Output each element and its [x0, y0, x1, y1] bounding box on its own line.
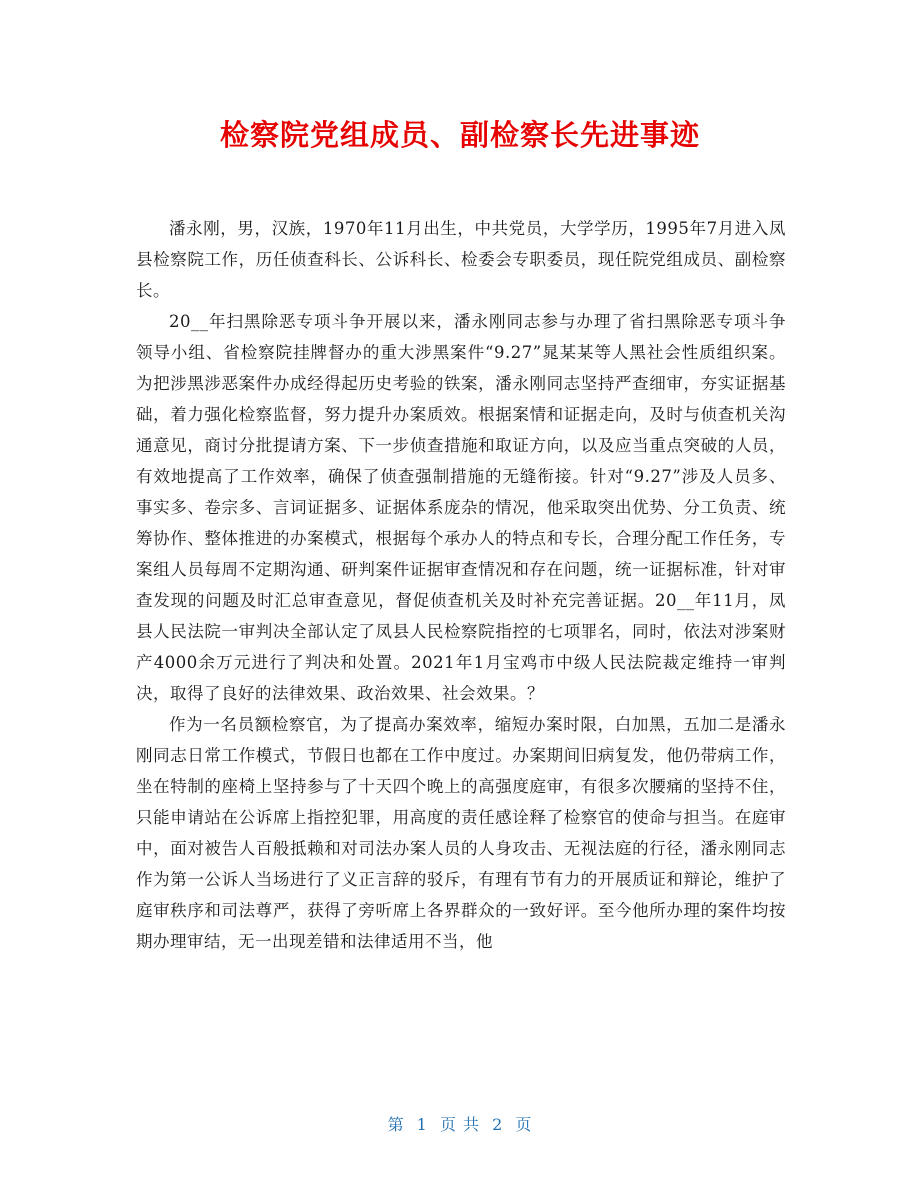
document-body — [136, 213, 786, 957]
paragraph-1: 潘永刚，男，汉族，1970年11月出生，中共党员，大学学历，1995年7月进入凤县检察院工作，历任侦查科长、公诉科长、检委会专职委员，现任院党组成员、副检察长。 — [136, 219, 786, 300]
footer-total-pages: 2 — [492, 1115, 504, 1134]
footer-label-end: 页 — [515, 1115, 533, 1134]
page-title: 检察院党组成员、副检察长先进事迹 — [219, 118, 700, 152]
paragraph-3: 作为一名员额检察官，为了提高办案效率，缩短办案时限，白加黑，五加二是潘永刚同志日常工作模式，节假日也都在工作中度过。办案期间旧病复发，他仍带病工作，坐在特制的座椅上坚持参与了十天四个晚上的高强度庭审，有很多次腰痛的坚持不住，只能申请站在公诉席上指控犯罪，用高度的责任感诠释了检察官的使命与担当。在庭审中，面对被告人百般抵赖和对司法办案人员的人身攻击、无视法庭的行径，潘永刚同志作为第一公诉人当场进行了义正言辞的驳斥，有理有节有力的开展质证和辩论，维护了庭审秩序和司法尊严，获得了旁听席上各界群众的一致好评。至今他所办理的案件均按期办理审结，无一出现差错和法律适用不当，他 — [136, 715, 786, 951]
page-footer — [0, 1112, 920, 1135]
paragraph-2: 20__年扫黑除恶专项斗争开展以来，潘永刚同志参与办理了省扫黑除恶专项斗争领导小组、省检察院挂牌督办的重大涉黑案件“9.27”晁某某等人黑社会性质组织案。为把涉黑涉恶案件办成经得起历史考验的铁案，潘永刚同志坚持严查细审，夯实证据基础，着力强化检察监督，努力提升办案质效。根据案情和证据走向，及时与侦查机关沟通意见，商讨分批提请方案、下一步侦查措施和取证方向，以及应当重点突破的人员，有效地提高了工作效率，确保了侦查强制措施的无缝衔接。针对“9.27”涉及人员多、事实多、卷宗多、言词证据多、证据体系庞杂的情况，他采取突出优势、分工负责、统筹协作、整体推进的办案模式，根据每个承办人的特点和专长，合理分配工作任务，专案组人员每周不定期沟通、研判案件证据审查情况和存在问题，统一证据标准，针对审查发现的问题及时汇总审查意见，督促侦查机关及时补充完善证据。20__年11月，凤县人民法院一审判决全部认定了凤县人民检察院指控的七项罪名，同时，依法对涉案财产4000余万元进行了判决和处置。2021年1月宝鸡市中级人民法院裁定维持一审判决，取得了良好的法律效果、政治效果、社会效果。？ — [136, 312, 786, 703]
footer-label-page: 第 — [387, 1115, 405, 1134]
footer-current-page: 1 — [416, 1115, 428, 1134]
footer-label-of: 页 共 — [439, 1115, 481, 1134]
